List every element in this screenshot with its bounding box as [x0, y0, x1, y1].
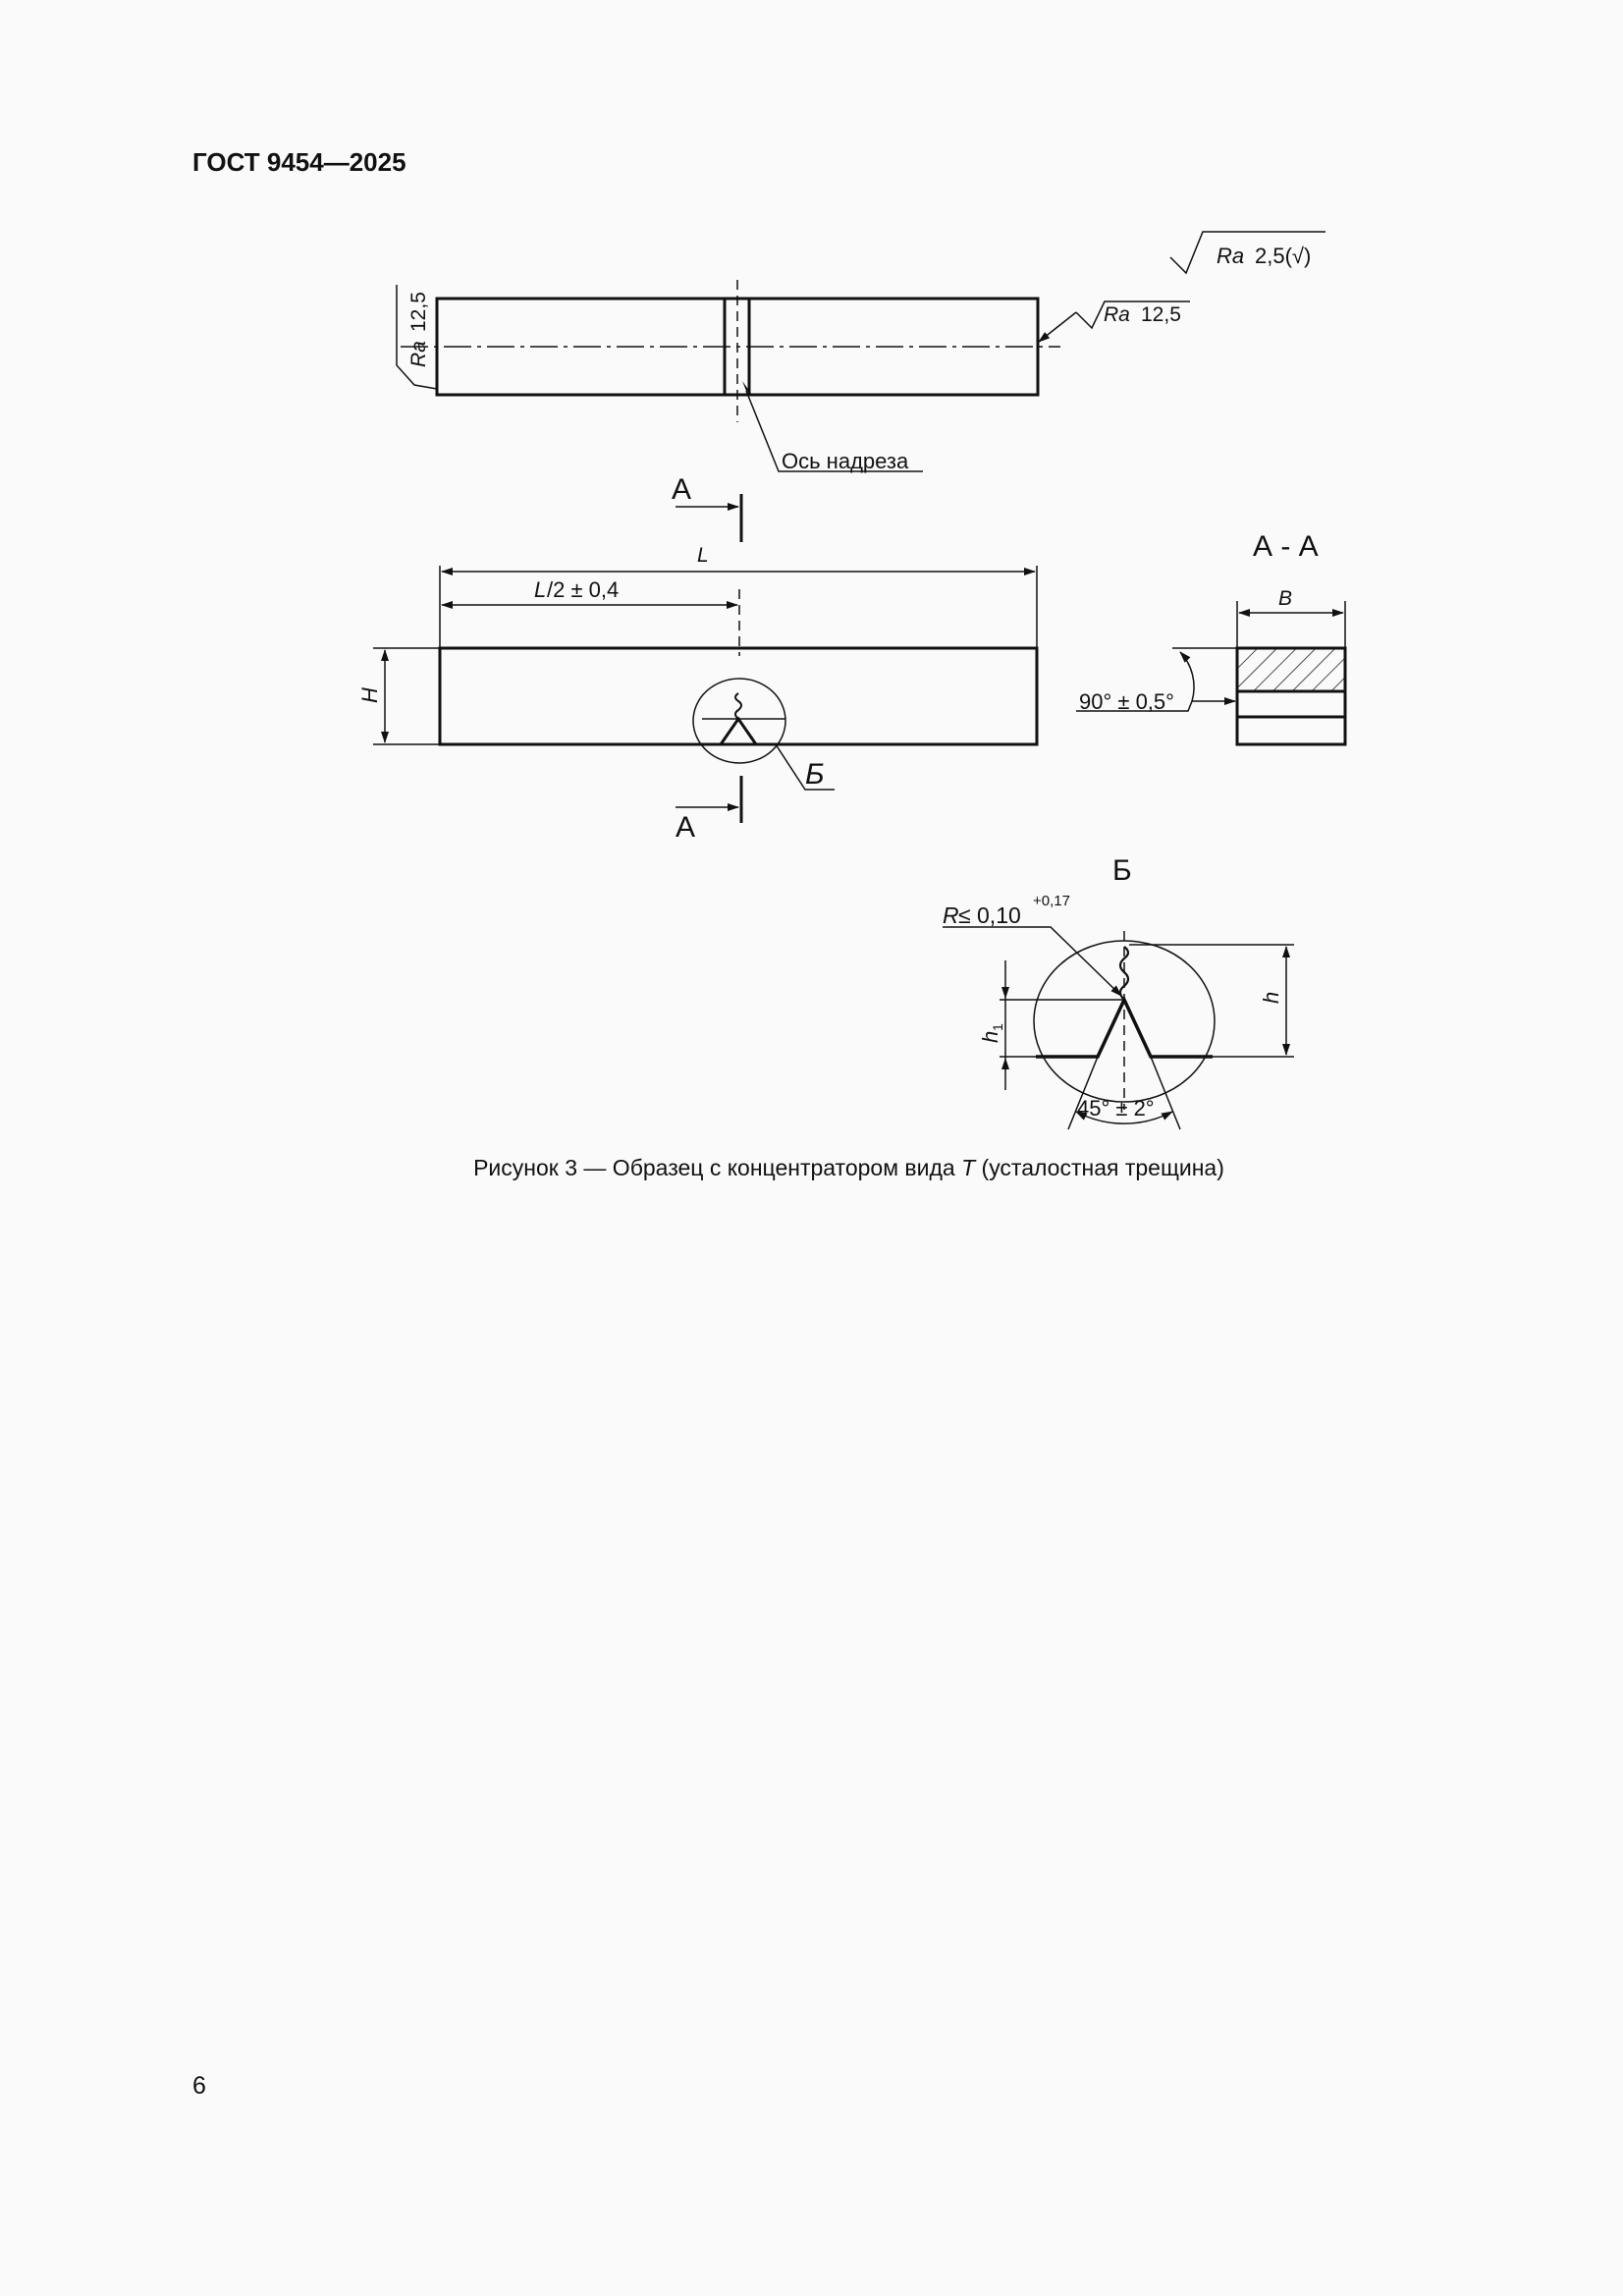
angle-section-label: 90° ± 0,5°	[1079, 689, 1174, 714]
caption-suffix: (усталостная трещина)	[975, 1155, 1224, 1180]
radius-var: R	[943, 902, 959, 928]
general-roughness-value: 2,5(√)	[1255, 244, 1312, 268]
section-mark-top: А	[672, 473, 692, 506]
right-roughness-prefix: Ra	[1104, 303, 1130, 326]
radius-text: ≤ 0,10	[958, 902, 1021, 928]
caption-type-letter: T	[961, 1155, 976, 1180]
right-roughness-value: 12,5	[1141, 303, 1181, 326]
top-view	[401, 280, 1060, 471]
section-title: А - А	[1253, 530, 1319, 563]
caption-prefix: Рисунок 3 — Образец с концентратором вида	[473, 1155, 962, 1180]
front-crack	[735, 693, 741, 719]
section-a-a	[1076, 601, 1345, 744]
notch-axis-label: Ось надреза	[782, 449, 909, 473]
detail-title: Б	[1112, 854, 1132, 887]
dim-B-label: B	[1278, 587, 1293, 610]
dim-half-L-var: L	[534, 577, 547, 602]
dim-L-label: L	[697, 544, 709, 567]
dim-h1-var: h	[978, 1030, 1002, 1043]
angle-notch-label: 45° ± 2°	[1077, 1096, 1155, 1121]
left-roughness-value: 12,5	[407, 292, 430, 332]
hatched-area	[1237, 648, 1345, 691]
front-notch	[721, 719, 756, 744]
front-view-outline	[440, 648, 1037, 744]
radius-tolerance: +0,17	[1033, 893, 1070, 909]
page-number: 6	[192, 2072, 206, 2100]
document-header: ГОСТ 9454—2025	[192, 147, 406, 177]
section-mark-bottom: А	[676, 811, 696, 844]
detail-mark: Б	[805, 758, 825, 791]
left-roughness-prefix: Ra	[407, 341, 430, 367]
figure-caption	[0, 1155, 1623, 1181]
dim-h-label: h	[1259, 991, 1283, 1004]
dim-h1-sub: 1	[990, 1023, 1005, 1031]
general-roughness-prefix: Ra	[1217, 244, 1245, 268]
dim-H-label: H	[357, 687, 382, 703]
radius-leader	[943, 927, 1121, 996]
dim-half-L-rest: /2 ± 0,4	[547, 577, 620, 602]
